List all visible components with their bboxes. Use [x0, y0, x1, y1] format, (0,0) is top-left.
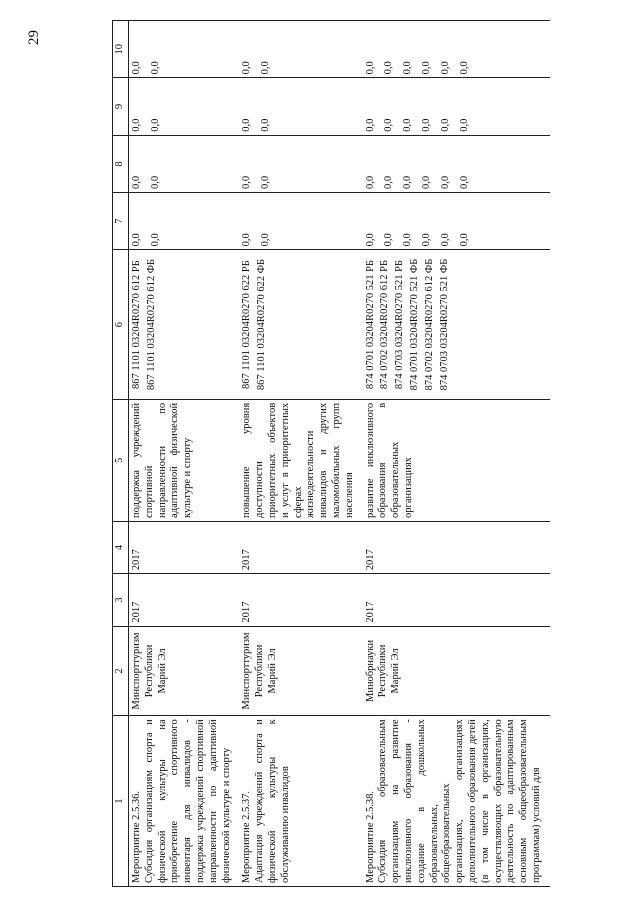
funding-v7-cell	[239, 193, 362, 250]
funding-v10-cell	[239, 21, 362, 78]
budget-codes-cell	[239, 250, 362, 400]
budget-code: 874 0701 03204R0270 521 РБ	[364, 260, 376, 390]
start-year-cell: 2017	[363, 574, 550, 626]
budget-code: 867 1101 03204R0270 612 ФБ	[145, 258, 157, 391]
table-body	[129, 21, 550, 887]
funding-value: 0,0	[364, 118, 376, 132]
funding-value: 0,0	[458, 118, 470, 132]
column-number-row	[113, 21, 129, 887]
funding-value: 0,0	[131, 233, 142, 247]
table-row	[363, 21, 550, 887]
funding-value: 0,0	[260, 61, 272, 75]
end-year-cell: 2017	[363, 521, 550, 573]
end-year-cell: 2017	[129, 521, 240, 573]
funding-value: 0,0	[402, 61, 414, 75]
funding-value: 0,0	[420, 233, 432, 247]
funding-value: 0,0	[458, 175, 470, 189]
funding-v9-cell	[129, 78, 240, 135]
funding-value: 0,0	[260, 175, 272, 189]
funding-value: 0,0	[458, 233, 470, 247]
funding-value: 0,0	[364, 61, 376, 75]
funding-value: 0,0	[149, 175, 161, 189]
funding-value: 0,0	[383, 233, 395, 247]
funding-value: 0,0	[149, 61, 161, 75]
funding-value: 0,0	[241, 175, 253, 189]
funding-value: 0,0	[241, 61, 253, 75]
funding-value: 0,0	[383, 175, 395, 189]
program-table	[112, 20, 550, 887]
column-header: 1	[113, 716, 129, 887]
column-header: 4	[113, 521, 129, 573]
column-header: 9	[113, 78, 129, 135]
expected-result-cell: повышение уровня доступности приоритетных объектов и услуг в приоритетных сферах жизнедеятельности инвалидов и других маломобильных групп населения	[239, 399, 362, 521]
expected-result-cell: развитие инклюзивного образования в образовательных организациях	[363, 399, 550, 521]
budget-code: 874 0703 03204R0270 521 ФБ	[438, 258, 450, 391]
funding-value: 0,0	[383, 61, 395, 75]
budget-code: 874 0702 03204R0270 612 РБ	[379, 260, 391, 390]
funding-value: 0,0	[260, 118, 272, 132]
executor-cell: Минобрнауки Республики Марий Эл	[363, 626, 550, 716]
column-header: 10	[113, 21, 129, 78]
column-header: 7	[113, 193, 129, 250]
expected-result-cell: поддержка учреждений спортивной направленности по адаптивной физической культуре и спорту	[129, 399, 240, 521]
funding-v9-cell	[363, 78, 550, 135]
budget-code: 874 0702 03204R0270 612 ФБ	[423, 258, 435, 391]
funding-value: 0,0	[260, 233, 272, 247]
funding-value: 0,0	[439, 61, 451, 75]
start-year-cell: 2017	[239, 574, 362, 626]
column-header: 8	[113, 135, 129, 192]
funding-value: 0,0	[439, 175, 451, 189]
executor-cell: Минспорттуризм Республики Марий Эл	[239, 626, 362, 716]
funding-value: 0,0	[241, 233, 253, 247]
measure-name-cell: Мероприятие 2.5.36. Субсидия организациям спорта и физической культуры на приобретение спортивного инвентаря для инвалидов - поддержка учреждений спортивной направленности по адаптивной физической культуре и спорту	[129, 716, 240, 887]
column-header: 2	[113, 626, 129, 716]
funding-value: 0,0	[364, 175, 376, 189]
table-row	[239, 21, 362, 887]
funding-value: 0,0	[149, 118, 161, 132]
funding-value: 0,0	[439, 233, 451, 247]
funding-value: 0,0	[420, 118, 432, 132]
funding-v10-cell	[363, 21, 550, 78]
funding-value: 0,0	[420, 175, 432, 189]
budget-code: 874 0703 03204R0270 521 РБ	[394, 260, 406, 390]
page-number: 29	[26, 30, 42, 45]
funding-value: 0,0	[131, 61, 142, 75]
funding-value: 0,0	[364, 233, 376, 247]
budget-code: 867 1101 03204R0270 622 ФБ	[256, 258, 268, 391]
funding-value: 0,0	[383, 118, 395, 132]
funding-v7-cell	[129, 193, 240, 250]
funding-value: 0,0	[131, 175, 142, 189]
measure-name-cell: Мероприятие 2.5.38. Субсидия образовательным организациям на развитие инклюзивного образования - создание в дошкольных образовательных, общеобразовательных организациях, организациях дополнительного образования детей (в том числе в организациях, осуществляющих образовательную деятельность по адаптированным основным общеобразовательным программам) условий для	[363, 716, 550, 887]
funding-value: 0,0	[241, 118, 253, 132]
funding-value: 0,0	[402, 118, 414, 132]
funding-value: 0,0	[420, 61, 432, 75]
funding-value: 0,0	[402, 175, 414, 189]
table-row	[129, 21, 240, 887]
executor-cell: Минспорттуризм Республики Марий Эл	[129, 626, 240, 716]
funding-value: 0,0	[439, 118, 451, 132]
budget-code: 867 1101 03204R0270 622 РБ	[241, 260, 253, 389]
funding-v7-cell	[363, 193, 550, 250]
column-header: 5	[113, 399, 129, 521]
column-header: 3	[113, 574, 129, 626]
funding-value: 0,0	[149, 233, 161, 247]
funding-v8-cell	[129, 135, 240, 192]
funding-v8-cell	[363, 135, 550, 192]
funding-v10-cell	[129, 21, 240, 78]
funding-value: 0,0	[131, 118, 142, 132]
budget-codes-cell	[129, 250, 240, 400]
funding-v9-cell	[239, 78, 362, 135]
column-header: 6	[113, 250, 129, 400]
funding-value: 0,0	[458, 61, 470, 75]
funding-value: 0,0	[402, 233, 414, 247]
end-year-cell: 2017	[239, 521, 362, 573]
budget-code: 874 0701 03204R0270 521 ФБ	[408, 258, 420, 391]
start-year-cell: 2017	[129, 574, 240, 626]
budget-codes-cell	[363, 250, 550, 400]
measure-name-cell: Мероприятие 2.5.37. Адаптация учреждений спорта и физической культуры к обслуживанию инвалидов	[239, 716, 362, 887]
funding-v8-cell	[239, 135, 362, 192]
budget-code: 867 1101 03204R0270 612 РБ	[131, 260, 142, 389]
